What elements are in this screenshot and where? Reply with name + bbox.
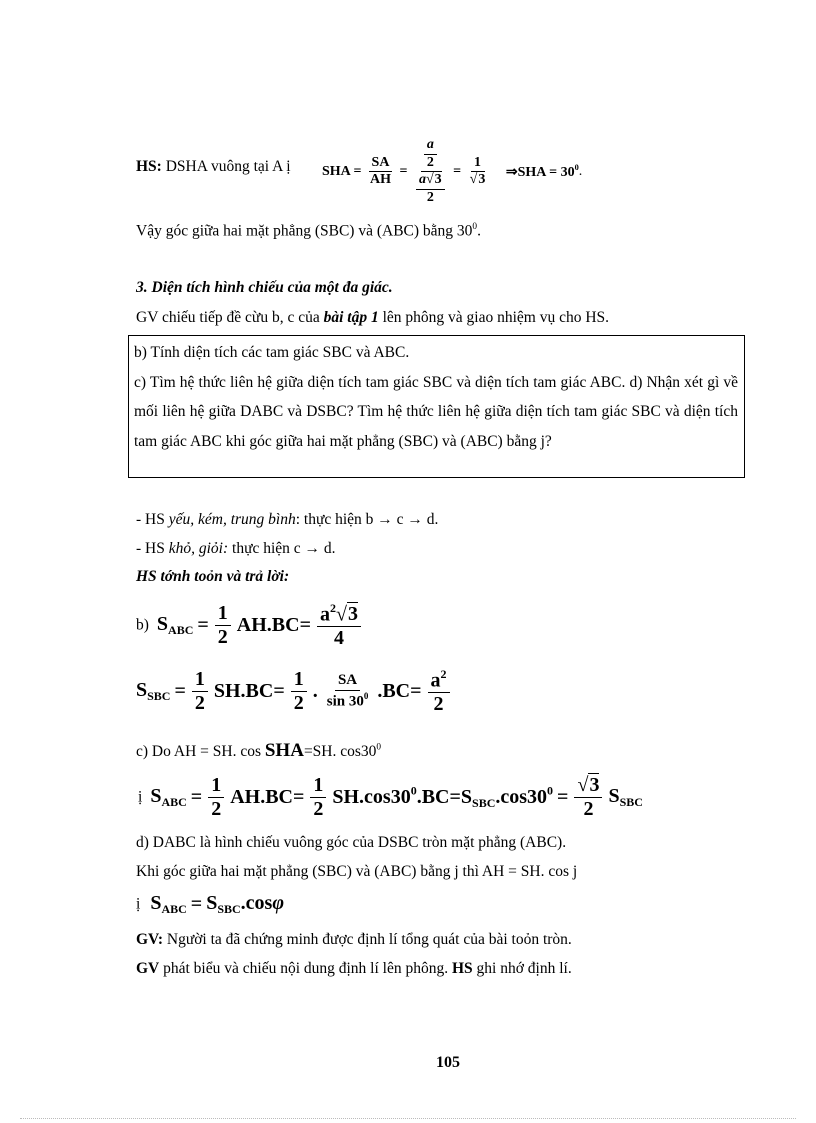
hs-line [136, 158, 291, 176]
d-line: d) DABC là hình chiếu vuông góc của DSBC tròn mặt phẳng (ABC). [136, 834, 567, 851]
task-b: b) Tính diện tích các tam giác SBC và ABC. [134, 344, 410, 361]
equation-sbc: $S_{SBC}$ = $\frac{1}{2}$ SH.BC= $\frac{1}{2}$ . $\frac{SA}{\sin 30^0}$ .BC= $\frac{a^2}{2}$ [136, 668, 452, 715]
task-cd: c) Tìm hệ thức liên hệ giữa diện tích tam giác SBC và diện tích tam giác ABC. d) Nhận xét gì về mối liên hệ giữa DABC và DSBC? Tìm hệ thức liên hệ giữa diện tích tam giác SBC và diện tích tam giác ABC khi góc giữa hai mặt phẳng (SBC) và (ABC) bằng j? [134, 373, 738, 450]
hs-good-line: - HS khỏ, giỏi: thực hiện c → d. [136, 540, 336, 557]
gv-theorem-line: GV: Người ta đã chứng minh được định lí tổng quát của bài toỏn tròn. [136, 931, 572, 948]
section-heading: 3. Diện tích hình chiếu của một đa giác. [136, 279, 393, 296]
hs-label: HS: [136, 158, 162, 175]
gv-present-line: GV phát biểu và chiếu nội dung định lí lên phông. HS ghi nhớ định lí. [136, 960, 572, 977]
hs-answer-heading: HS tớnh toỏn và trả lời: [136, 568, 290, 585]
hs-weak-line: - HS yếu, kém, trung bình: thực hiện b → c → d. [136, 511, 439, 528]
task-box-text [134, 338, 738, 456]
gv-instruction: GV chiếu tiếp đề cừu b, c của bài tập 1 lên phông và giao nhiệm vụ cho HS. [136, 309, 610, 326]
conclusion-line: Vậy góc giữa hai mặt phẳng (SBC) và (ABC) bằng $30^0$. [136, 222, 481, 240]
equation-final: ị $S_{ABC} = S_{SBC}.\cos\varphi$ [136, 892, 285, 917]
equation-sha: SHA = $\frac{SA}{AH}$ = $\frac{\frac{a}{2}}{\frac{a√3}{2}}$ = $\frac{1}{√3}$ ⇒SHA = $30^0$. [322, 137, 583, 206]
page-bottom-border [20, 1118, 796, 1119]
equation-c: ị $S_{ABC}$ = $\frac{1}{2}$ AH.BC= $\frac{1}{2}$ $SH.\cos 30^0.BC=S_{SBC}.\cos 30^0$ = $\frac{√3}{2}$ $S_{SBC}$ [138, 774, 643, 820]
khi-line: Khi góc giữa hai mặt phẳng (SBC) và (ABC) bằng j thì AH = SH. cos j [136, 863, 578, 880]
c-line: c) Do AH = SH. cos SHA=SH. $\cos 30^0$ [136, 740, 382, 761]
page-number: 105 [436, 1054, 460, 1071]
hs-text: DSHA vuông tại A ị [165, 158, 291, 175]
equation-b: b) $S_{ABC}$ = $\frac{1}{2}$ AH.BC= $\frac{a^2√3}{4}$ [136, 602, 363, 649]
